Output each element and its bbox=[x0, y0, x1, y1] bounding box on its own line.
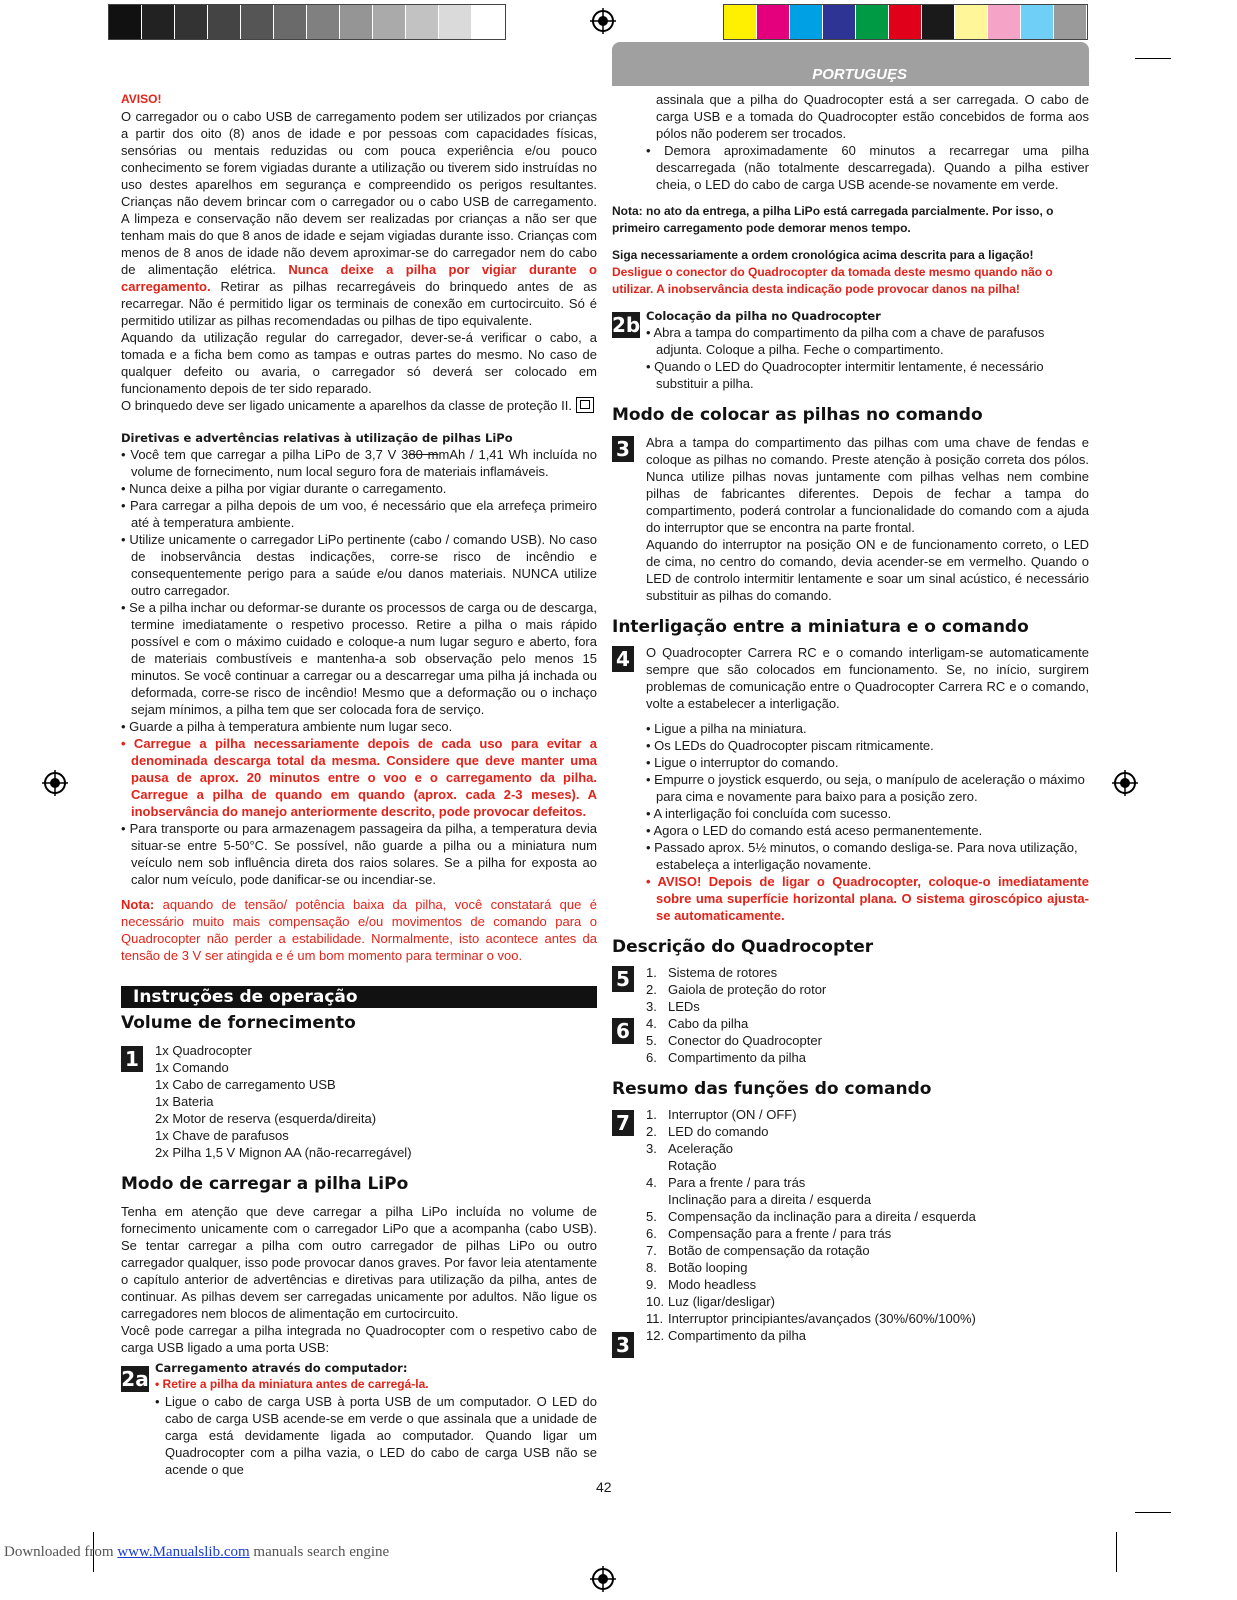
step-4-item: • Empurre o joystick esquerdo, ou seja, o manípulo de aceleração o máximo para cima e novamente para baixo para a posição zero. bbox=[646, 772, 1085, 804]
step-2b-bullet: • Abra a tampa do compartimento da pilha com a chave de parafusos adjunta. Coloque a pilha. Feche o compartimento. bbox=[646, 325, 1045, 357]
item-label: Aceleração bbox=[668, 1141, 734, 1156]
lipo-bullet-red: • Carregue a pilha necessariamente depois de cada uso para evitar a denominada descarga total da mesma. Considere que deve manter uma pausa de aprox. 20 minutos entre o voo e o carregamento da pilha. Carregue a pilha de quando em quando (aprox. cada 2-3 meses). A inobservância do manejo anteriormente descrito, pode provocar defeitos. bbox=[121, 736, 597, 819]
warning-paragraph-2: Aquando da utilização regular do carregador, dever-se-á verificar o cabo, a tomada e a ficha bem como as tampas e outras partes do mesmo. No caso de qualquer defeito ou avaria, o carregador só deverá ser colocado em funcionamento depois de ter sido reparado. bbox=[121, 330, 597, 396]
supply-item: 1x Comando bbox=[155, 1060, 229, 1075]
color-swatch bbox=[823, 5, 856, 39]
color-swatch bbox=[241, 5, 274, 39]
item-label: Compensação para a frente / para trás bbox=[668, 1226, 892, 1241]
lipo-bullet: • Nunca deixe a pilha por vigiar durante o carregamento. bbox=[121, 481, 447, 496]
step-number: 3 bbox=[612, 436, 634, 462]
func-title: Resumo das funções do comando bbox=[612, 1079, 932, 1099]
item-number: 12. bbox=[646, 1328, 665, 1343]
item-label: Cabo da pilha bbox=[668, 1016, 749, 1031]
function-item bbox=[646, 1242, 1089, 1259]
item-number: 1. bbox=[646, 1107, 657, 1122]
step-2b-bullet: • Quando o LED do Quadrocopter intermitir lentamente, é necessário substituir a pilha. bbox=[646, 359, 1044, 391]
grayscale-bar bbox=[108, 4, 506, 40]
item-number: 4. bbox=[646, 1175, 657, 1190]
step-number: 2b bbox=[612, 313, 641, 337]
nota-bold: Nota: no ato da entrega, a pilha LiPo está carregada parcialmente. Por isso, o primeiro carregamento pode demorar menos tempo. bbox=[612, 204, 1054, 235]
functions-list bbox=[646, 1106, 1089, 1344]
function-item bbox=[646, 1123, 1089, 1140]
manualslib-link[interactable]: www.Manualslib.com bbox=[117, 1544, 250, 1560]
item-label: Interruptor (ON / OFF) bbox=[668, 1107, 797, 1122]
supply-title: Volume de fornecimento bbox=[121, 1013, 356, 1033]
description-item bbox=[646, 964, 1089, 981]
item-label: Compensação da inclinação para a direita / esquerda bbox=[668, 1209, 976, 1224]
item-label: Botão de compensação da rotação bbox=[668, 1243, 870, 1258]
item-label: Para a frente / para trás bbox=[668, 1175, 806, 1190]
color-swatch bbox=[757, 5, 790, 39]
item-number: 2. bbox=[646, 982, 657, 997]
protection-class-line bbox=[121, 397, 597, 414]
cont-bullet: • Demora aproximadamente 60 minutos a recarregar uma pilha descarregada (não totalmente descarregada). Quando a pilha estiver cheia, o LED do cabo de carga USB acende-se novamente em verde. bbox=[646, 143, 1089, 192]
warning-title: AVISO! bbox=[121, 92, 162, 106]
color-swatch bbox=[856, 5, 889, 39]
cont-paragraph: assinala que a pilha do Quadrocopter está a ser carregada. O cabo de carga USB e a tomada do Quadrocopter estão concebidos de forma aos pólos não poderem ser trocados. bbox=[656, 92, 1089, 141]
supply-item: 1x Cabo de carregamento USB bbox=[155, 1077, 336, 1092]
lipo-bullet: • Para carregar a pilha depois de um voo, é necessário que ela arrefeça primeiro até à temperatura ambiente. bbox=[121, 498, 597, 530]
color-swatch bbox=[340, 5, 373, 39]
step-number: 3 bbox=[612, 1332, 634, 1358]
description-section bbox=[612, 964, 1089, 1066]
class-ii-icon bbox=[576, 397, 594, 413]
step-4-item: • Ligue a pilha na miniatura. bbox=[646, 721, 807, 736]
crop-mark bbox=[1135, 58, 1171, 59]
warning-paragraph bbox=[121, 108, 597, 329]
item-label: Sistema de rotores bbox=[668, 965, 778, 980]
item-number: 3. bbox=[646, 999, 657, 1014]
step-2a-title: Carregamento através do computador: bbox=[155, 1361, 408, 1375]
color-swatch bbox=[955, 5, 988, 39]
item-label: Compartimento da pilha bbox=[668, 1328, 807, 1343]
lipo-bullet: • Guarde a pilha à temperatura ambiente num lugar seco. bbox=[121, 719, 453, 734]
warning-text-2: Retirar as pilhas recarregáveis do brinquedo antes de as recarregar. Não é permitido ligar os terminais de conexão em curtocircuito. Só é permitido utilizar as pilhas recomendadas ou pilhas de tipo equivalente. bbox=[121, 279, 597, 328]
function-item bbox=[646, 1157, 1089, 1174]
step-4-item: • Agora o LED do comando está aceso permanentemente. bbox=[646, 823, 983, 838]
lipo-strike: 80 m bbox=[408, 447, 439, 462]
step-4-item: • Os LEDs do Quadrocopter piscam ritmicamente. bbox=[646, 738, 934, 753]
step-2a-red: • Retire a pilha da miniatura antes de carregá-la. bbox=[155, 1377, 429, 1391]
color-swatch bbox=[109, 5, 142, 39]
note-text: aquando de tensão/ potência baixa da pilha, você constatará que é necessário muito mais compensação e/ou movimentos de comando para o Quadrocopter não perder a estabilidade. Normalmente, isto acontece antes da tensão de 3 V ser atingida e é um bom momento para terminar o voo. bbox=[121, 897, 597, 963]
item-label: Interruptor principiantes/avançados (30%/60%/100%) bbox=[668, 1311, 976, 1326]
color-bar bbox=[723, 4, 1088, 40]
item-label: LEDs bbox=[668, 999, 700, 1014]
step-4-list bbox=[646, 720, 1089, 873]
registration-mark-icon bbox=[590, 1566, 616, 1592]
lipo-text-2: mAh / 1,41 Wh incluída no volume de fornecimento, num local seguro fora de materiais inflamáveis. bbox=[131, 447, 597, 479]
note-label: Nota: bbox=[121, 897, 155, 912]
item-label: Modo headless bbox=[668, 1277, 757, 1292]
color-swatch bbox=[208, 5, 241, 39]
download-text: Downloaded from bbox=[4, 1544, 114, 1560]
color-swatch bbox=[274, 5, 307, 39]
charge-title: Modo de carregar a pilha LiPo bbox=[121, 1174, 409, 1194]
item-label: Botão looping bbox=[668, 1260, 748, 1275]
step-4-item: • A interligação foi concluída com sucesso. bbox=[646, 806, 892, 821]
step-3-paragraph-2: Aquando do interruptor na posição ON e de funcionamento correto, o LED de cima, no centro do comando, devia acender-se em vermelho. Quando o LED de controlo intermitir lentamente e soar um sinal acústico, é necessário substituir as pilhas do comando. bbox=[646, 537, 1089, 603]
step-3 bbox=[612, 434, 1089, 604]
step-2b bbox=[612, 308, 1089, 392]
note bbox=[121, 896, 597, 964]
item-number bbox=[646, 1157, 668, 1174]
registration-mark-icon bbox=[42, 770, 68, 796]
color-swatch bbox=[472, 5, 505, 39]
language-tab bbox=[612, 42, 1089, 86]
lipo-text: • Você tem que carregar a pilha LiPo de 3,7 V 3 bbox=[121, 447, 409, 462]
item-number: 7. bbox=[646, 1243, 657, 1258]
step-number: 6 bbox=[612, 1018, 634, 1044]
item-number: 5. bbox=[646, 1209, 657, 1224]
desc-title: Descrição do Quadrocopter bbox=[612, 937, 874, 957]
item-label: Inclinação para a direita / esquerda bbox=[668, 1192, 872, 1207]
crop-mark bbox=[1116, 1532, 1117, 1572]
lipo-bullet: • Se a pilha inchar ou deformar-se durante os processos de carga ou de descarga, termine imediatamente o respetivo processo. Retire a pilha o mais rápido possível e com o máximo cuidado e coloque-a num lugar seguro e aberto, fora de materiais combustíveis e mantenha-a sob observação pelo menos 15 minutos. Se você continuar a carregar ou a descarregar uma pilha já inchada ou deformada, corre-se risco de incêndio! Mesmo que a deformação ou o inchaço sejam mínimos, a pilha tem que ser colocada fora de serviço. bbox=[121, 600, 597, 717]
function-item bbox=[646, 1293, 1089, 1310]
download-footer bbox=[4, 1544, 389, 1561]
cont-block bbox=[612, 91, 1089, 193]
registration-mark-icon bbox=[590, 8, 616, 34]
supply-item: 1x Quadrocopter bbox=[155, 1043, 252, 1058]
color-swatch bbox=[724, 5, 757, 39]
registration-mark-icon bbox=[1112, 770, 1138, 796]
step-4-item: • Passado aprox. 5½ minutos, o comando desliga-se. Para nova utilização, estabeleça a interligação novamente. bbox=[646, 840, 1078, 872]
item-number: 1. bbox=[646, 965, 657, 980]
function-item bbox=[646, 1310, 1089, 1327]
color-swatch bbox=[889, 5, 922, 39]
lipo-bullet bbox=[121, 446, 597, 480]
color-swatch bbox=[373, 5, 406, 39]
color-swatch bbox=[988, 5, 1021, 39]
item-label: Compartimento da pilha bbox=[668, 1050, 807, 1065]
function-item bbox=[646, 1191, 1089, 1208]
color-swatch bbox=[175, 5, 208, 39]
item-label: Rotação bbox=[668, 1158, 717, 1173]
supply-item: 2x Motor de reserva (esquerda/direita) bbox=[155, 1111, 377, 1126]
item-number: 2. bbox=[646, 1124, 657, 1139]
step-2a bbox=[121, 1360, 597, 1478]
warning-red-text: Nunca deixe a pilha por vigiar durante o carregamento. bbox=[121, 262, 597, 294]
function-item bbox=[646, 1140, 1089, 1157]
step-number: 7 bbox=[612, 1110, 634, 1136]
download-tail: manuals search engine bbox=[253, 1544, 390, 1560]
step-4 bbox=[612, 644, 1089, 924]
link-title: Interligação entre a miniatura e o comando bbox=[612, 617, 1029, 637]
color-swatch bbox=[406, 5, 439, 39]
supply-list bbox=[155, 1042, 597, 1161]
step-number: 4 bbox=[612, 646, 634, 672]
right-column bbox=[612, 91, 1089, 1357]
item-number: 6. bbox=[646, 1226, 657, 1241]
item-number: 10. bbox=[646, 1294, 665, 1309]
description-item bbox=[646, 1049, 1089, 1066]
language-label: PORTUGUȨS bbox=[812, 66, 907, 83]
step-4-red: • AVISO! Depois de ligar o Quadrocopter, coloque-o imediatamente sobre uma superfície horizontal plana. O sistema giroscópico ajusta-se automaticamente. bbox=[646, 874, 1089, 923]
item-label: LED do comando bbox=[668, 1124, 769, 1139]
step-number: 5 bbox=[612, 966, 634, 992]
supply-section bbox=[121, 1042, 597, 1161]
crop-mark bbox=[1135, 1512, 1171, 1513]
step-2b-title: Colocação da pilha no Quadrocopter bbox=[646, 309, 881, 323]
warning-text: O carregador ou o cabo USB de carregamento podem ser utilizados por crianças a partir dos oito (8) anos de idade e por pessoas com capacidades físicas, sensórias ou mentais reduzidas ou com pouca experiência e/ou pouco conhecimento se forem vigiadas durante a utilização ou tiverem sido instruídas no uso destes aparelhos em segurança e compreendido os perigos resultantes. Crianças não devem brincar com o carregador ou o cabo USB de carregamento. A limpeza e conservação não devem ser realizadas por crianças a não ser que tenham mais do que 8 anos de idade e sejam vigiadas durante isso. Crianças com menos de 8 anos de idade não devem aproximar-se do carregador nem do cabo de alimentação elétrica. bbox=[121, 109, 597, 277]
step-4-item: • Ligue o interruptor do comando. bbox=[646, 755, 839, 770]
item-number: 5. bbox=[646, 1033, 657, 1048]
supply-item: 2x Pilha 1,5 V Mignon AA (não-recarregável) bbox=[155, 1145, 412, 1160]
function-item bbox=[646, 1327, 1089, 1344]
item-number: 6. bbox=[646, 1050, 657, 1065]
item-number bbox=[646, 1191, 668, 1208]
color-swatch bbox=[922, 5, 955, 39]
order-bold: Siga necessariamente a ordem cronológica acima descrita para a ligação! bbox=[612, 248, 1034, 262]
color-swatch bbox=[307, 5, 340, 39]
lipo-bullet: • Para transporte ou para armazenagem passageira da pilha, a temperatura devia situar-se entre 5-50°C. Se possível, não guarde a pilha ou a miniatura num veículo nem sob influência direta dos raios solares. Se a pilha for exposta ao calor num veículo, pode danificar-se ou incendiar-se. bbox=[121, 821, 597, 887]
item-label: Luz (ligar/desligar) bbox=[668, 1294, 775, 1309]
item-number: 11. bbox=[646, 1311, 664, 1326]
supply-item: 1x Bateria bbox=[155, 1094, 214, 1109]
step-number: 1 bbox=[121, 1046, 143, 1072]
color-swatch bbox=[1054, 5, 1087, 39]
step-4-paragraph: O Quadrocopter Carrera RC e o comando interligam-se automaticamente sempre que são colocados em funcionamento. Se, no início, surgirem problemas de comunicação entre o Quadrocopter Carrera RC e o comando, volte a estabelecer a interligação. bbox=[646, 645, 1089, 711]
lipo-title: Diretivas e advertências relativas à utilização de pilhas LiPo bbox=[121, 431, 513, 445]
description-item bbox=[646, 1015, 1089, 1032]
step-3-paragraph: Abra a tampa do compartimento das pilhas com uma chave de fendas e coloque as pilhas no comando. Preste atenção à posição correta dos pólos. Nunca utilize pilhas novas juntamente com pilhas velhas nem combine pilhas de fabricantes diferentes. Depois de fechar a tampa do compartimento, poderá controlar a funcionalidade do comando com a ajuda do interruptor que se encontra na parte frontal. bbox=[646, 435, 1089, 535]
description-list bbox=[646, 964, 1089, 1066]
description-item bbox=[646, 1032, 1089, 1049]
lipo-bullet: • Utilize unicamente o carregador LiPo pertinente (cabo / comando USB). No caso de inobservância destas indicações, corre-se risco de incêndio e consequentemente perigo para a saúde e/ou danos materiais. NUNCA utilize outro carregador. bbox=[121, 532, 597, 598]
protection-text: O brinquedo deve ser ligado unicamente a aparelhos da classe de proteção II. bbox=[121, 398, 572, 413]
order-red: Desligue o conector do Quadrocopter da tomada deste mesmo quando não o utilizar. A inobservância desta indicação pode provocar danos na pilha! bbox=[612, 265, 1053, 296]
functions-section bbox=[612, 1106, 1089, 1357]
item-number: 3. bbox=[646, 1141, 657, 1156]
function-item bbox=[646, 1225, 1089, 1242]
item-number: 4. bbox=[646, 1016, 657, 1031]
description-item bbox=[646, 981, 1089, 998]
color-swatch bbox=[790, 5, 823, 39]
item-label: Gaiola de proteção do rotor bbox=[668, 982, 827, 997]
function-item bbox=[646, 1106, 1089, 1123]
item-number: 9. bbox=[646, 1277, 657, 1292]
color-swatch bbox=[142, 5, 175, 39]
charge-paragraph: Tenha em atenção que deve carregar a pilha LiPo incluída no volume de fornecimento unicamente com o carregador LiPo que a acompanha (cabo USB). Se tentar carregar a pilha com outro carregador de pilhas LiPo ou outro carregador qualquer, isso pode provocar danos graves. Por favor leia atentamente o capítulo anterior de advertências e diretivas para utilização da pilha, antes de continuar. As pilhas devem ser carregadas unicamente por adultos. Não ligue os carregadores nem blocos de alimentação em curtocircuito. bbox=[121, 1204, 597, 1321]
supply-item: 1x Chave de parafusos bbox=[155, 1128, 289, 1143]
function-item bbox=[646, 1174, 1089, 1191]
operation-bar: Instruções de operação bbox=[121, 986, 597, 1008]
page-number: 42 bbox=[596, 1479, 612, 1495]
description-item bbox=[646, 998, 1089, 1015]
item-number: 8. bbox=[646, 1260, 657, 1275]
charge-paragraph-2: Você pode carregar a pilha integrada no Quadrocopter com o respetivo cabo de carga USB ligado a uma porta USB: bbox=[121, 1323, 597, 1355]
function-item bbox=[646, 1208, 1089, 1225]
item-label: Conector do Quadrocopter bbox=[668, 1033, 822, 1048]
color-swatch bbox=[1021, 5, 1054, 39]
function-item bbox=[646, 1259, 1089, 1276]
step-number: 2a bbox=[121, 1367, 149, 1391]
function-item bbox=[646, 1276, 1089, 1293]
step-2a-bullet: • Ligue o cabo de carga USB à porta USB de um computador. O LED do cabo de carga USB acende-se em verde o que assinala que a unidade de carga está devidamente ligada ao computador. Quando ligar um Quadrocopter com a pilha vazia, o LED do cabo de carga USB não se acende o que bbox=[155, 1394, 597, 1477]
remote-title: Modo de colocar as pilhas no comando bbox=[612, 405, 983, 425]
color-swatch bbox=[439, 5, 472, 39]
left-column bbox=[121, 91, 597, 1478]
